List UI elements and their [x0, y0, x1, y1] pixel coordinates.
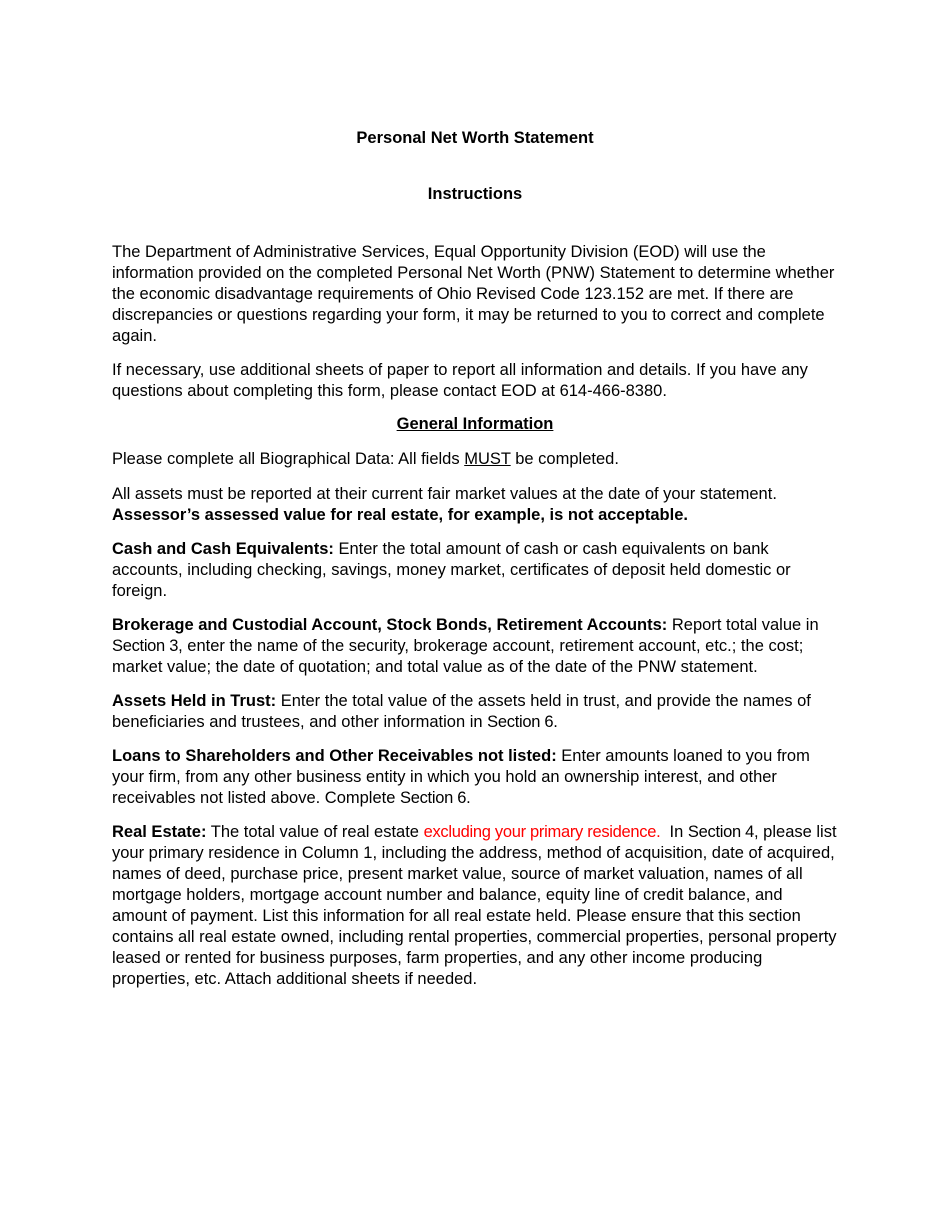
instructions-heading: Instructions [427, 185, 523, 203]
brokerage-text-end: , enter the name of the security, brokerage account, retirement account, etc.; the cost; market value; the date of quotation; and total value as of the date of the PNW statement. [112, 637, 804, 676]
loans-text: Enter amounts loaned to you from your firm, from any other business entity in which you hold an ownership interest, and other receivables not listed above. Complete [112, 747, 810, 807]
brokerage-paragraph [112, 615, 842, 678]
section-6-reference: Section 6. [487, 713, 558, 731]
intro-paragraph-2: If necessary, use additional sheets of paper to report all information and details. If you have any questions about completing this form, please contact EOD at 614-466-8380. [112, 361, 808, 400]
section-3-reference: Section 3 [112, 637, 179, 655]
real-estate-text-in: In [669, 823, 684, 841]
assets-text: All assets must be reported at their current fair market values at the date of your statement. [112, 485, 777, 503]
real-estate-text-end: , please list your primary residence in Column 1, including the address, method of acquisition, date of acquired, names of deed, purchase price, present market value, source of market valuation, names of all mortgage holders, mortgage account number and balance, equity line of credit balance, and amount of payment. List this information for all real estate held. Please ensure that this section contains all real estate owned, including rental properties, commercial properties, personal property leased or rented for business purposes, farm properties, and any other income producing properties, etc. Attach additional sheets if needed. [112, 823, 837, 988]
cash-paragraph [112, 539, 842, 602]
brokerage-text: Report total value in [671, 616, 819, 634]
primary-residence-highlight: excluding your primary residence. [423, 823, 661, 841]
cash-label: Cash and Cash Equivalents: [112, 540, 334, 558]
assets-paragraph [112, 484, 842, 526]
assessor-notice: Assessor’s assessed value for real estate, for example, is not acceptable. [112, 506, 688, 524]
section-6-reference: Section 6. [400, 789, 471, 807]
real-estate-label: Real Estate: [112, 823, 207, 841]
trust-text: Enter the total value of the assets held in trust, and provide the names of beneficiaries and trustees, and other information in [112, 692, 811, 731]
section-4-reference: Section 4 [687, 823, 755, 841]
loans-paragraph [112, 746, 842, 809]
biographical-text: Please complete all Biographical Data: All fields [112, 450, 460, 468]
real-estate-paragraph [112, 822, 842, 990]
document-title: Personal Net Worth Statement [356, 129, 594, 147]
cash-text: Enter the total amount of cash or cash equivalents on bank accounts, including checking, savings, money market, certificates of deposit held domestic or foreign. [112, 540, 791, 600]
general-information-heading: General Information [396, 415, 554, 433]
biographical-text-end: be completed. [515, 450, 619, 468]
trust-label: Assets Held in Trust: [112, 692, 277, 710]
biographical-paragraph [112, 449, 842, 470]
loans-label: Loans to Shareholders and Other Receivables not listed: [112, 747, 557, 765]
trust-paragraph [112, 691, 842, 733]
brokerage-label: Brokerage and Custodial Account, Stock Bonds, Retirement Accounts: [112, 616, 668, 634]
must-emphasis: MUST [464, 450, 511, 468]
real-estate-text: The total value of real estate [210, 823, 419, 841]
intro-paragraph-1: The Department of Administrative Services, Equal Opportunity Division (EOD) will use the information provided on the completed Personal Net Worth (PNW) Statement to determine whether the economic disadvantage requirements of Ohio Revised Code 123.152 are met. If there are discrepancies or questions regarding your form, it may be returned to you to correct and complete again. [112, 243, 835, 345]
